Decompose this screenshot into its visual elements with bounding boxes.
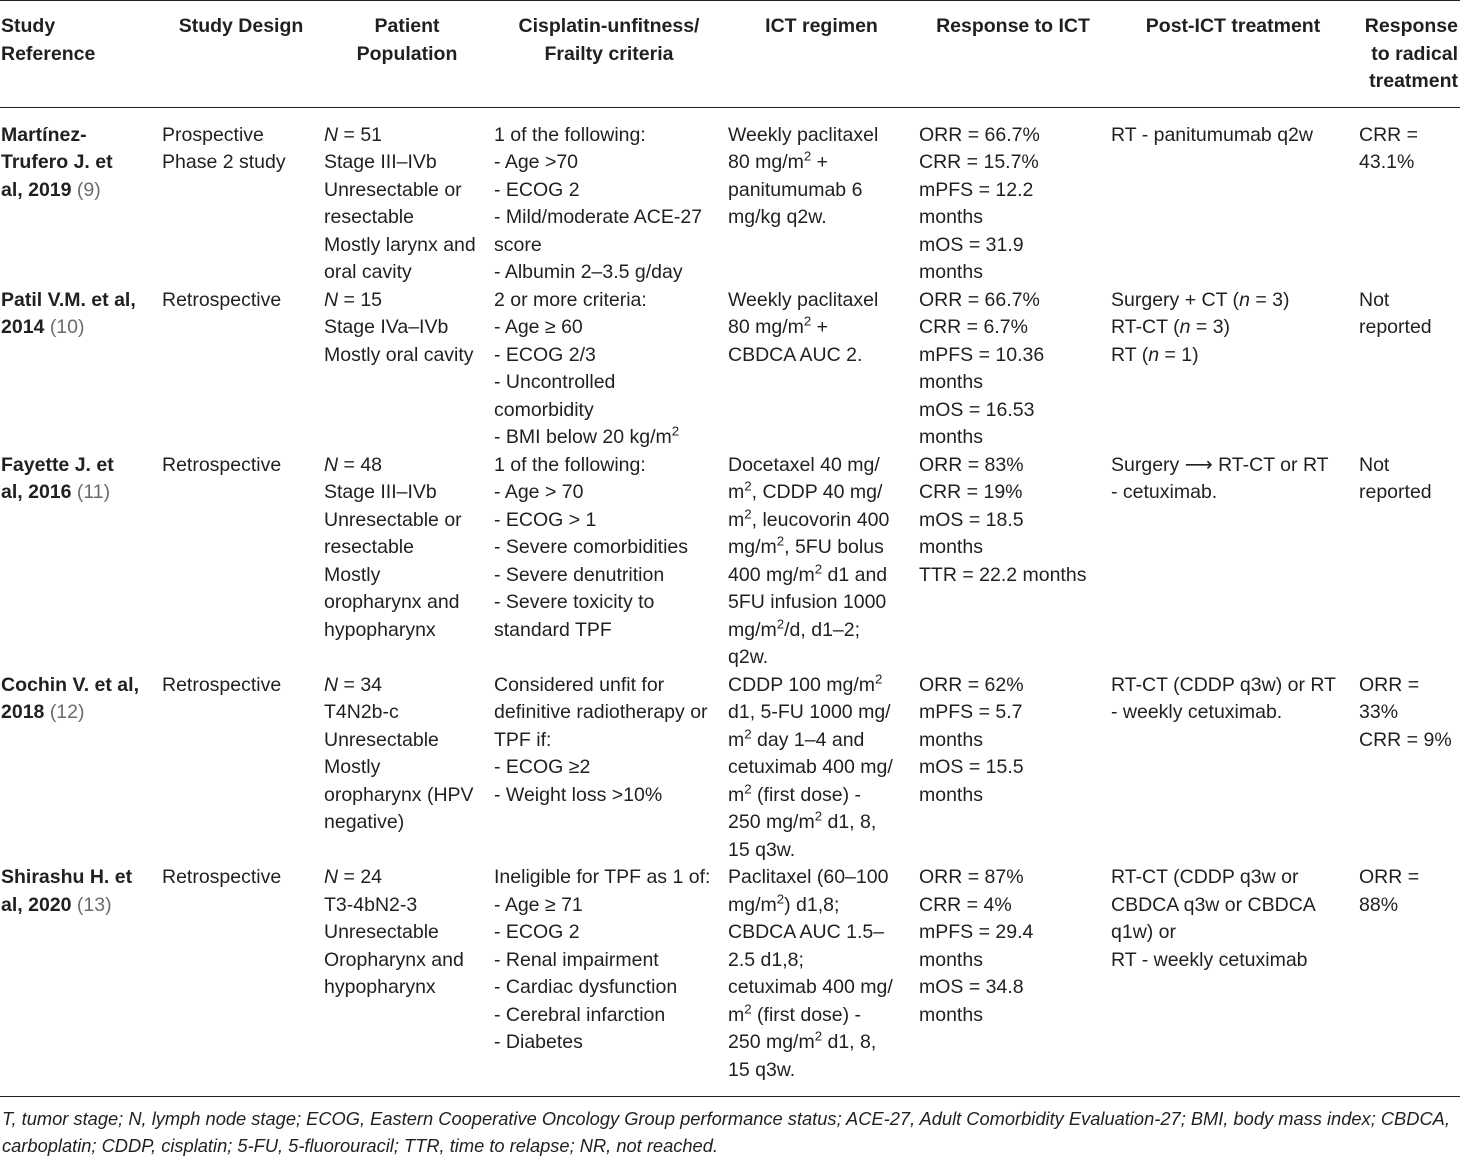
col-header-ict-regimen <box>726 1 917 108</box>
cell-post-ict <box>1109 452 1357 672</box>
cell-line: standard TPF <box>494 618 612 641</box>
cell-line: 15 q3w. <box>728 838 796 861</box>
cell-line: - Albumin 2–3.5 g/day <box>494 261 683 283</box>
cell-line: ORR = <box>1359 866 1420 888</box>
cell-line: 15 q3w. <box>728 1058 796 1081</box>
cell-line: - ECOG 2 <box>494 178 580 201</box>
cell-line: - Renal impairment <box>494 948 659 971</box>
citation-link[interactable]: (10) <box>49 316 85 338</box>
cell-criteria <box>492 452 726 672</box>
cell-line: Phase 2 study <box>162 151 286 173</box>
cell-line: ORR = 83% <box>919 453 1024 476</box>
cell-regimen <box>726 452 917 672</box>
cell-line: Retrospective <box>162 673 282 696</box>
table-footnote: T, tumor stage; N, lymph node stage; ECOG, Eastern Cooperative Oncology Group performance status; ACE-27, Adult Comorbidity Evaluation-27; BMI, body mass index; CBDCA, carboplatin; CDDP, cisplatin; 5-FU, 5-fluorouracil; TTR, time to relapse; NR, not reached. <box>2 1108 1450 1156</box>
cell-line: oropharynx (HPV <box>324 783 474 806</box>
cell-line: Weekly paclitaxel <box>728 123 879 146</box>
cell-design <box>160 452 322 672</box>
header-line: Reference <box>1 42 96 65</box>
cell-line: 80 $mg/m^2$ + <box>728 148 829 173</box>
cell-radical-response <box>1357 287 1460 452</box>
cell-line: Patil V.M. et al, <box>1 288 136 311</box>
cell-line: - ECOG ≥2 <box>494 756 591 778</box>
reference-text: 2018 <box>1 701 50 723</box>
citation-link[interactable]: (11) <box>76 481 111 503</box>
cell-reference <box>0 672 160 865</box>
cell-regimen <box>726 287 917 452</box>
cell-line: $m^2$, leucovorin 400 <box>728 506 890 531</box>
cell-line: CRR = 15.7% <box>919 151 1039 173</box>
table-row <box>0 107 1460 287</box>
col-header-response-to-ict <box>917 1 1109 108</box>
cell-line: CBDCA q3w or CBDCA <box>1111 893 1316 916</box>
cell-line: N = 24 <box>324 866 383 888</box>
cell-line: $m^2$ day 1–4 and <box>728 726 865 751</box>
cell-line: Surgery + CT (n = 3) <box>1111 288 1290 311</box>
table-body <box>0 107 1460 1097</box>
cell-line <box>1 892 158 920</box>
cell-post-ict <box>1109 107 1357 287</box>
cell-line: - Weight loss >10% <box>494 783 663 806</box>
col-header-study-design <box>160 1 322 108</box>
cell-design <box>160 672 322 865</box>
cell-line: 2 or more criteria: <box>494 288 647 311</box>
cell-line: - BMI below 20 $kg/m^2$ <box>494 423 680 448</box>
cell-line: TPF if: <box>494 728 552 751</box>
cell-line: $mg/m^2/d$, d1–2; <box>728 616 861 641</box>
cell-line: RT-CT (n = 3) <box>1111 316 1231 338</box>
cell-line <box>1 177 158 205</box>
cell-line: Ineligible for TPF as 1 of: <box>494 866 711 888</box>
cell-line: - Cardiac dysfunction <box>494 976 678 998</box>
cell-line: Unresectable <box>324 728 439 751</box>
cell-line: Not <box>1359 288 1390 311</box>
cell-line: $m^2$ (first dose) - <box>728 1001 862 1026</box>
cell-line: - Cerebral infarction <box>494 1003 666 1026</box>
cell-line: Fayette J. et <box>1 453 114 476</box>
cell-line: - Age ≥ 71 <box>494 893 583 916</box>
cell-criteria <box>492 287 726 452</box>
cell-line: CBDCA AUC 1.5– <box>728 921 885 943</box>
cell-line: oral cavity <box>324 261 412 283</box>
cell-line: 400 $mg/m^2$ d1 and <box>728 561 888 586</box>
table-row <box>0 864 1460 1097</box>
cell-line: ORR = 66.7% <box>919 288 1040 311</box>
cell-line: - Age >70 <box>494 151 579 173</box>
cell-line: mOS = 18.5 <box>919 508 1024 531</box>
cell-line: cetuximab 400 mg/ <box>728 976 893 998</box>
header-line: Frailty criteria <box>544 42 674 65</box>
cell-post-ict <box>1109 672 1357 865</box>
cell-line: ORR = <box>1359 673 1420 696</box>
cell-line: N = 51 <box>324 123 383 146</box>
header-line: treatment <box>1369 70 1458 92</box>
cell-line <box>1 479 158 507</box>
cell-line: 2.5 d1,8; <box>728 948 804 971</box>
cell-radical-response <box>1357 864 1460 1097</box>
cell-design <box>160 107 322 287</box>
header-line: ICT regimen <box>765 15 878 37</box>
cell-line: Stage III–IVb <box>324 151 437 173</box>
cell-radical-response <box>1357 452 1460 672</box>
cell-population <box>322 864 492 1097</box>
header-line: Response <box>1364 15 1458 37</box>
cell-line: mPFS = 5.7 <box>919 701 1023 723</box>
cell-reference <box>0 287 160 452</box>
cell-line: - ECOG 2/3 <box>494 343 596 366</box>
cell-line: score <box>494 233 542 256</box>
cell-response <box>917 452 1109 672</box>
reference-text: 2014 <box>1 316 50 338</box>
cell-line: Stage III–IVb <box>324 481 437 503</box>
cell-line: mg/kg q2w. <box>728 206 827 228</box>
citation-link[interactable]: (9) <box>76 178 101 201</box>
header-line: Patient <box>374 15 440 37</box>
cell-line: 33% <box>1359 701 1399 723</box>
cell-line: hypopharynx <box>324 618 436 641</box>
cell-line: ORR = 62% <box>919 673 1024 696</box>
cell-design <box>160 287 322 452</box>
cell-line: months <box>919 206 983 228</box>
cell-line: T3-4bN2-3 <box>324 893 418 916</box>
cell-line: N = 48 <box>324 453 383 476</box>
cell-line: RT (n = 1) <box>1111 343 1199 366</box>
cell-criteria <box>492 864 726 1097</box>
reference-text: al, 2016 <box>1 481 77 503</box>
cell-line: Weekly paclitaxel <box>728 288 879 311</box>
cell-line: 88% <box>1359 893 1399 916</box>
cell-population <box>322 107 492 287</box>
cell-line: q2w. <box>728 646 769 668</box>
cell-line: RT - panitumumab q2w <box>1111 123 1313 146</box>
cell-line: Unresectable or <box>324 178 462 201</box>
table-row <box>0 287 1460 452</box>
cell-line: Stage IVa–IVb <box>324 316 449 338</box>
cell-line: - ECOG 2 <box>494 921 580 943</box>
cell-response <box>917 672 1109 865</box>
cell-line: Unresectable <box>324 921 439 943</box>
cell-line: comorbidity <box>494 398 594 421</box>
cell-line: mPFS = 29.4 <box>919 921 1034 943</box>
reference-text: al, 2019 <box>1 178 77 201</box>
cell-line: months <box>919 536 983 558</box>
header-line: Post-ICT treatment <box>1145 15 1321 37</box>
col-header-response-to-radical-treatment <box>1357 1 1460 108</box>
cell-line: resectable <box>324 536 414 558</box>
cell-regimen <box>726 107 917 287</box>
cell-line: ORR = 66.7% <box>919 123 1040 146</box>
col-header-study-reference <box>0 1 160 108</box>
cell-line: RT-CT (CDDP q3w or <box>1111 866 1299 888</box>
cell-line: - cetuximab. <box>1111 481 1218 503</box>
cell-criteria <box>492 107 726 287</box>
cell-line: Mostly larynx and <box>324 233 476 256</box>
cell-line: RT-CT (CDDP q3w) or RT <box>1111 673 1337 696</box>
cell-line: Mostly <box>324 563 381 586</box>
cell-line: months <box>919 261 983 283</box>
cell-line: $mg/m^2$) d1,8; <box>728 891 840 916</box>
cell-line: CRR = 6.7% <box>919 316 1028 338</box>
header-line: to radical <box>1371 42 1458 65</box>
header-line: Response to ICT <box>936 15 1090 37</box>
header-line: Study Design <box>178 15 304 37</box>
cell-line: Shirashu H. et <box>1 866 133 888</box>
cell-line: Cochin V. et al, <box>1 673 139 696</box>
cell-line: Mostly oral cavity <box>324 343 474 366</box>
cell-line: definitive radiotherapy or <box>494 701 708 723</box>
cell-line: cetuximab 400 mg/ <box>728 756 893 778</box>
table-row <box>0 672 1460 865</box>
cell-regimen <box>726 864 917 1097</box>
cell-response <box>917 864 1109 1097</box>
cell-line: - Severe comorbidities <box>494 536 688 558</box>
cell-line: months <box>919 371 983 393</box>
cell-line: - Diabetes <box>494 1031 583 1053</box>
cell-line: Considered unfit for <box>494 673 665 696</box>
cell-line: Retrospective <box>162 288 282 311</box>
cell-line: 5FU infusion 1000 <box>728 591 887 613</box>
cell-line: resectable <box>324 206 414 228</box>
cell-line: 80 $mg/m^2$ + <box>728 313 829 338</box>
cell-line: reported <box>1359 316 1432 338</box>
cell-line: RT - weekly cetuximab <box>1111 948 1308 971</box>
header-line: Population <box>356 42 458 65</box>
cell-line: 250 $mg/m^2$ d1, 8, <box>728 808 877 833</box>
cell-line: - Severe toxicity to <box>494 591 655 613</box>
header-line: Cisplatin-unfitness/ <box>518 15 700 37</box>
cell-line: months <box>919 426 983 448</box>
cell-line: TTR = 22.2 months <box>919 563 1087 586</box>
cell-line: $m^2$, CDDP 40 mg/ <box>728 478 883 503</box>
cell-reference <box>0 107 160 287</box>
cell-line: months <box>919 1003 983 1026</box>
cell-line: Surgery ⟶ RT-CT or RT <box>1111 453 1329 476</box>
reference-text: al, 2020 <box>1 893 77 916</box>
cell-line: CRR = 19% <box>919 481 1023 503</box>
cell-line: mOS = 34.8 <box>919 976 1024 998</box>
cell-line: months <box>919 728 983 751</box>
cell-line: - ECOG > 1 <box>494 508 597 531</box>
cell-line: Docetaxel 40 mg/ <box>728 453 880 476</box>
cell-line: $m^2$ (first dose) - <box>728 781 862 806</box>
cell-line: T4N2b-c <box>324 701 399 723</box>
cell-line: - Age ≥ 60 <box>494 316 583 338</box>
cell-line: negative) <box>324 811 405 833</box>
cell-population <box>322 452 492 672</box>
cell-line: Unresectable or <box>324 508 462 531</box>
cell-line: mOS = 31.9 <box>919 233 1024 256</box>
cell-radical-response <box>1357 672 1460 865</box>
cell-line: N = 34 <box>324 673 383 696</box>
cell-line: months <box>919 783 983 806</box>
cell-line: Martínez- <box>1 123 87 146</box>
cell-design <box>160 864 322 1097</box>
cell-line: months <box>919 948 983 971</box>
cell-regimen <box>726 672 917 865</box>
cell-line: 1 of the following: <box>494 123 646 146</box>
cell-line: hypopharynx <box>324 976 436 998</box>
cell-radical-response <box>1357 107 1460 287</box>
cell-line: Retrospective <box>162 453 282 476</box>
cell-line: oropharynx and <box>324 591 460 613</box>
cell-criteria <box>492 672 726 865</box>
cell-reference <box>0 864 160 1097</box>
cell-line: reported <box>1359 481 1432 503</box>
cell-line: 250 $mg/m^2$ d1, 8, <box>728 1028 877 1053</box>
cell-line: CDDP 100 $mg/m^2$ <box>728 671 883 696</box>
citation-link[interactable]: (13) <box>76 893 112 916</box>
header-line: Study <box>1 15 56 37</box>
cell-reference <box>0 452 160 672</box>
cell-line: 43.1% <box>1359 151 1415 173</box>
cell-post-ict <box>1109 287 1357 452</box>
cell-line: Retrospective <box>162 866 282 888</box>
cell-line: Not <box>1359 453 1390 476</box>
cell-line: Paclitaxel (60–100 <box>728 866 889 888</box>
cell-response <box>917 287 1109 452</box>
cell-line: mOS = 15.5 <box>919 756 1024 778</box>
col-header-post-ict-treatment <box>1109 1 1357 108</box>
cell-line: mPFS = 10.36 <box>919 343 1045 366</box>
cell-line: d1, 5-FU 1000 mg/ <box>728 701 891 723</box>
col-header-cisplatin-unfitness-criteria <box>492 1 726 108</box>
cell-line: Oropharynx and <box>324 948 464 971</box>
cell-response <box>917 107 1109 287</box>
cell-line: - Severe denutrition <box>494 563 665 586</box>
cell-line: - Uncontrolled <box>494 371 616 393</box>
cell-line: Mostly <box>324 756 381 778</box>
citation-link[interactable]: (12) <box>49 701 85 723</box>
cell-line: N = 15 <box>324 288 383 311</box>
table-row <box>0 452 1460 672</box>
cell-post-ict <box>1109 864 1357 1097</box>
cell-line: Prospective <box>162 123 264 146</box>
cell-line: mPFS = 12.2 <box>919 178 1034 201</box>
cell-line: CRR = <box>1359 123 1419 146</box>
cell-line: panitumumab 6 <box>728 178 863 201</box>
cell-line <box>1 314 158 342</box>
cell-line: CBDCA AUC 2. <box>728 343 863 366</box>
cell-line: CRR = 9% <box>1359 728 1452 751</box>
col-header-patient-population <box>322 1 492 108</box>
header-row <box>0 1 1460 108</box>
cell-line <box>1 699 158 727</box>
cell-line: $mg/m^2$, 5FU bolus <box>728 533 884 558</box>
cell-population <box>322 672 492 865</box>
cell-line: - Age > 70 <box>494 481 584 503</box>
cell-line: Trufero J. et <box>1 151 113 173</box>
cell-population <box>322 287 492 452</box>
cell-line: - weekly cetuximab. <box>1111 701 1283 723</box>
cell-line: CRR = 4% <box>919 893 1012 916</box>
cell-line: mOS = 16.53 <box>919 398 1035 421</box>
cell-line: q1w) or <box>1111 921 1177 943</box>
cell-line: 1 of the following: <box>494 453 646 476</box>
cell-line: ORR = 87% <box>919 866 1024 888</box>
cell-line: - Mild/moderate ACE-27 <box>494 206 703 228</box>
